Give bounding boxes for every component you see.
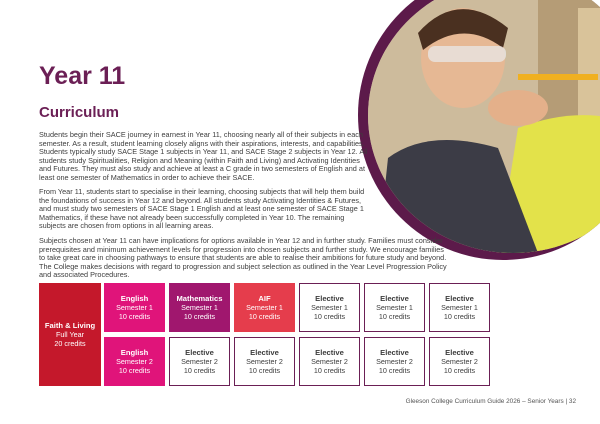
subject-credits: 10 credits [378,366,411,375]
subject-aif-sem1 [234,283,295,332]
subject-semester: Semester 1 [376,303,413,312]
subject-name: Mathematics [176,294,223,303]
paragraph-intro: Students begin their SACE journey in earnest in Year 11, choosing nearly all of their subjects in each semester. As a result, student learning closely aligns with their aspirations, interests, and capabilities. Students typically study SACE Stage 1 subjects in Year 11, and SACE Stage 2 subjects in Year 12. All students study Spiritualities, Religion and Meaning (within Faith and Living) and Activating Identities and Futures. They must also study and achieve at least a C grade in two semesters of English and at least one semester of Mathematics in order to achieve their SACE. [39,130,368,182]
subject-semester: Semester 2 [311,357,348,366]
subject-mathematics-sem1 [169,283,230,332]
subject-elective-sem2 [299,337,360,386]
subject-credits: 20 credits [54,339,86,348]
subject-semester: Semester 1 [181,303,218,312]
subject-credits: 10 credits [378,312,411,321]
subject-name: Elective [445,348,474,357]
subject-credits: 10 credits [118,312,151,321]
subject-credits: 10 credits [248,312,281,321]
subject-elective-sem2 [169,337,230,386]
subject-semester: Semester 1 [116,303,153,312]
subject-name: Faith & Living [44,321,96,330]
subject-elective-sem1 [299,283,360,332]
subject-elective-sem2 [364,337,425,386]
subject-semester: Semester 1 [311,303,348,312]
subject-semester: Semester 2 [116,357,153,366]
subject-name: Elective [315,348,344,357]
subject-name: Elective [380,348,409,357]
subject-name: AIF [258,294,271,303]
subject-credits: 10 credits [313,312,346,321]
subject-credits: 10 credits [443,366,476,375]
subject-name: Elective [185,348,214,357]
subject-semester: Semester 1 [441,303,478,312]
subject-semester: Semester 2 [181,357,218,366]
subject-name: Elective [445,294,474,303]
photo-illustration [368,0,600,253]
subject-name: Elective [380,294,409,303]
subject-credits: 10 credits [443,312,476,321]
subject-credits: 10 credits [118,366,151,375]
subject-elective-sem2 [234,337,295,386]
subject-faith-living [39,283,101,386]
paragraph-implications: Subjects chosen at Year 11 can have implications for options available in Year 12 and in further study. Families must consider prerequisites and minimum achievement levels for progression into chosen subjects and further study. We encourage families to take great care in choosing pathways to ensure that students are able to realise their ambitions for future study and beyond. The College makes decisions with regard to progression and subject selection as outlined in the Year Level Progression Policy and associated Procedures. [39,236,447,280]
section-heading: Curriculum [39,104,120,121]
subject-name: English [120,294,149,303]
subject-semester: Semester 2 [246,357,283,366]
subject-name: Elective [315,294,344,303]
subject-duration: Full Year [56,330,84,339]
subject-credits: 10 credits [183,366,216,375]
page-footer: Gleeson College Curriculum Guide 2026 – Senior Years | 32 [405,398,576,405]
subject-english-sem1 [104,283,165,332]
subject-credits: 10 credits [248,366,281,375]
page-title: Year 11 [39,62,126,90]
subject-elective-sem1 [429,283,490,332]
photo-circle-frame [358,0,600,260]
subject-name: Elective [250,348,279,357]
subject-semester: Semester 2 [376,357,413,366]
subject-elective-sem2 [429,337,490,386]
subject-credits: 10 credits [183,312,216,321]
subject-semester: Semester 1 [246,303,283,312]
subject-english-sem2 [104,337,165,386]
subject-elective-sem1 [364,283,425,332]
subject-semester: Semester 2 [441,357,478,366]
subject-name: English [120,348,149,357]
paragraph-specialise: From Year 11, students start to specialise in their learning, choosing subjects that will help them build the foundations of success in Year 12 and beyond. All students study Activating Identities & Futures, and must study two semesters of SACE Stage 1 English and at least one semester of SACE Stage 1 Mathematics, if these have not already been successfully completed in Year 10. The remaining subjects are chosen from options in all learning areas. [39,187,365,231]
subject-credits: 10 credits [313,366,346,375]
students-photo [368,0,600,253]
